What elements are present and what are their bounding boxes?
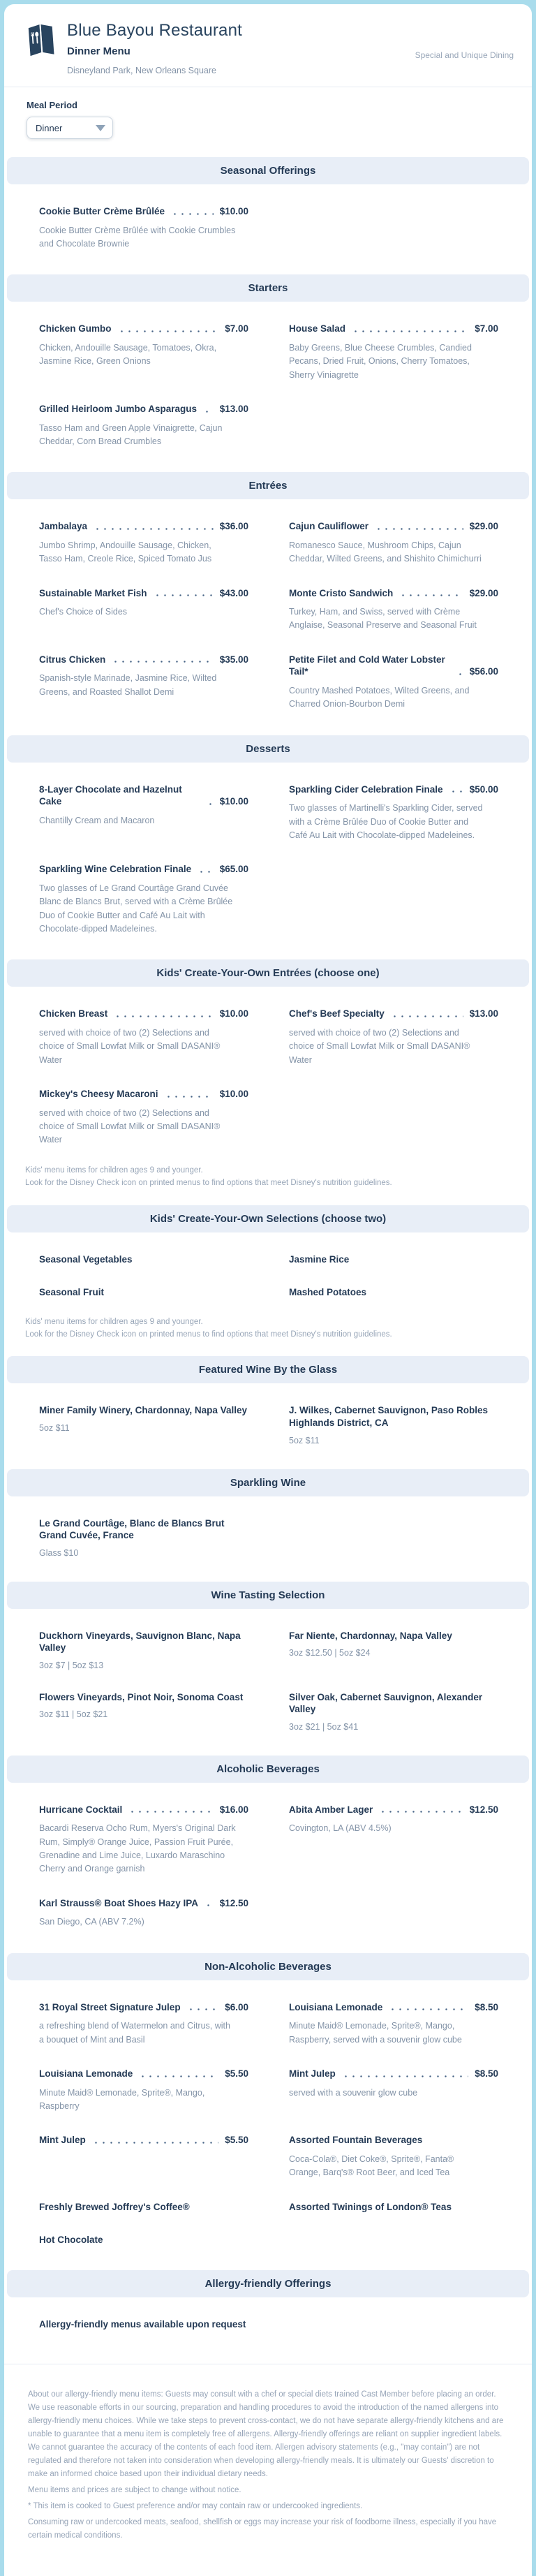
menu-item-line — [39, 1286, 248, 1299]
menu-item-line — [289, 587, 498, 600]
menu-item-price: $13.00 — [219, 403, 248, 414]
menu-item — [289, 1253, 498, 1266]
menu-item-name: Allergy-friendly menus available upon request — [39, 2318, 246, 2330]
menu-item-line — [289, 2134, 498, 2147]
menu-section — [4, 2270, 532, 2355]
menu-item — [39, 1804, 248, 1876]
menu-item-line — [289, 2068, 498, 2080]
menu-item-name: Chef's Beef Specialty — [289, 1008, 385, 1020]
section-items — [4, 1383, 532, 1460]
menu-item-line — [39, 2234, 248, 2246]
price-dots-leader — [128, 1811, 213, 1813]
footer-asterisk-note: * This item is cooked to Guest preference and/or may contain raw or undercooked ingredients. — [28, 2502, 363, 2511]
menu-item-name: Chicken Breast — [39, 1008, 108, 1020]
section-header: Sparkling Wine — [7, 1469, 529, 1496]
menu-item-name: Duckhorn Vineyards, Sauvignon Blanc, Napa Valley — [39, 1630, 241, 1654]
menu-item-line — [289, 2201, 498, 2214]
menu-item-description: Turkey, Ham, and Swiss, served with Crème Anglaise, Seasonal Preserve and Seasonal Fruit — [289, 607, 477, 631]
menu-item-price: $16.00 — [219, 1804, 248, 1815]
menu-item-description: Minute Maid® Lemonade, Sprite®, Mango, Raspberry, served with a souvenir glow cube — [289, 2021, 462, 2045]
menu-item-description: served with choice of two (2) Selections and choice of Small Lowfat Milk or Small DASANI® Water — [39, 1027, 221, 1065]
meal-period-selected-value: Dinner — [36, 122, 63, 133]
menu-item-name: Silver Oak, Cabernet Sauvignon, Alexander Valley — [289, 1691, 483, 1715]
menu-item-line — [39, 323, 248, 335]
menu-item — [39, 1253, 248, 1266]
price-dots-leader — [198, 871, 214, 873]
price-dots-leader — [399, 594, 463, 596]
footer-prices-note: Menu items and prices are subject to change without notice. — [28, 2486, 241, 2495]
menu-item-description: Two glasses of Martinelli's Sparkling Cider, served with a Crème Brûlée Duo of Cookie Butter and Café Au Lait with Chocolate-dipped Madeleines. — [289, 803, 483, 840]
menu-item — [289, 654, 498, 712]
caret-down-icon — [96, 125, 105, 131]
menu-item-line — [289, 1404, 498, 1429]
meal-period-dropdown[interactable] — [27, 117, 113, 139]
section-items — [4, 302, 532, 464]
section-header: Desserts — [7, 735, 529, 763]
menu-item — [289, 1630, 498, 1670]
menu-item — [39, 1517, 248, 1558]
menu-item — [39, 2001, 248, 2047]
menu-item-line — [39, 1088, 248, 1101]
meal-period-block — [4, 87, 532, 157]
menu-item-price: $29.00 — [469, 587, 498, 598]
menu-item-name: House Salad — [289, 323, 346, 334]
menu-item — [39, 1088, 248, 1147]
menu-item — [39, 783, 248, 843]
menu-item-price: $10.00 — [219, 796, 248, 807]
section-header: Non-Alcoholic Beverages — [7, 1953, 529, 1980]
menu-item-name: Hurricane Cocktail — [39, 1804, 123, 1815]
menu-item — [39, 587, 248, 633]
menu-item-description: Bacardi Reserva Ocho Rum, Myers's Original Dark Rum, Simply® Orange Juice, Passion Fruit Purée, Grenadine and Lime Juice, Luxardo Maraschino Cherry and Orange garnish — [39, 1823, 236, 1874]
menu-subtitle: Dinner Menu — [67, 45, 131, 57]
price-dots-leader — [342, 2075, 468, 2077]
menu-item — [289, 587, 498, 633]
menu-item-price: $5.50 — [225, 2135, 248, 2146]
kids-menu-note: Kids' menu items for children ages 9 and younger. Look for the Disney Check icon on printed menus to find options that meet Disney's nutrition guidelines. — [25, 1165, 392, 1188]
menu-item — [39, 2201, 248, 2214]
menu-item — [39, 2134, 248, 2179]
section-items — [4, 763, 532, 952]
menu-item-sizes: 3oz $21 | 5oz $41 — [289, 1721, 359, 1732]
menu-section — [4, 472, 532, 735]
menu-item-line — [39, 1897, 248, 1910]
header-text-block — [67, 21, 242, 75]
menu-item — [39, 1286, 248, 1299]
menu-section — [4, 959, 532, 1205]
price-dots-leader — [391, 1015, 463, 1017]
menu-item-line — [289, 1253, 498, 1266]
menu-item-name: Mint Julep — [289, 2068, 336, 2080]
menu-item-description: Minute Maid® Lemonade, Sprite®, Mango, Raspberry — [39, 2087, 205, 2111]
menu-item-name: Freshly Brewed Joffrey's Coffee® — [39, 2201, 190, 2212]
section-header: Entrées — [7, 472, 529, 499]
menu-item-price: $10.00 — [219, 1089, 248, 1100]
menu-item-sizes: 5oz $11 — [289, 1435, 320, 1445]
section-items — [4, 184, 532, 266]
menu-item-line — [39, 2201, 248, 2214]
menu-item-price: $10.00 — [219, 1008, 248, 1020]
section-items — [4, 987, 532, 1162]
menu-item-description: Two glasses of Le Grand Courtâge Grand Cuvée Blanc de Blancs Brut, served with a Crème Brûlée Duo of Cookie Butter and Café Au Lait with Chocolate-dipped Madeleines. — [39, 883, 233, 934]
price-dots-leader — [379, 1811, 463, 1813]
menu-item-line — [289, 520, 498, 533]
dining-type-label: Special and Unique Dining — [415, 50, 514, 60]
menu-item-price: $29.00 — [469, 521, 498, 532]
menu-item-price: $35.00 — [219, 654, 248, 665]
menu-item-description: a refreshing blend of Watermelon and Citrus, with a bouquet of Mint and Basil — [39, 2021, 230, 2045]
price-dots-leader — [94, 528, 214, 530]
menu-item-description: Spanish-style Marinade, Jasmine Rice, Wilted Greens, and Roasted Shallot Demi — [39, 673, 217, 697]
menu-item-name: Le Grand Courtâge, Blanc de Blancs Brut Grand Cuvée, France — [39, 1517, 225, 1541]
menu-item-price: $8.50 — [475, 2001, 498, 2012]
price-dots-leader — [92, 2142, 218, 2144]
menu-item-sizes: 3oz $7 | 5oz $13 — [39, 1660, 104, 1670]
menu-item-price: $12.50 — [219, 1897, 248, 1908]
menu-item — [289, 2001, 498, 2047]
price-dots-leader — [118, 330, 219, 332]
menu-item-name: Sustainable Market Fish — [39, 587, 147, 598]
menu-item-name: Seasonal Vegetables — [39, 1253, 133, 1265]
menu-item-line — [39, 654, 248, 666]
menu-item-name: Cajun Cauliflower — [289, 521, 369, 532]
menu-item-line — [289, 1804, 498, 1816]
menu-item-price: $12.50 — [469, 1804, 498, 1815]
menu-item-line — [39, 1253, 248, 1266]
menu-item-description: served with a souvenir glow cube — [289, 2087, 418, 2098]
menu-item-name: Cookie Butter Crème Brûlée — [39, 206, 165, 216]
price-dots-leader — [171, 213, 214, 215]
menu-item-name: 31 Royal Street Signature Julep — [39, 2001, 181, 2012]
menu-item-description: San Diego, CA (ABV 7.2%) — [39, 1917, 144, 1927]
price-dots-leader — [449, 790, 463, 793]
menu-item-price: $50.00 — [469, 783, 498, 795]
menu-item-price: $36.00 — [219, 521, 248, 532]
menu-item-description: Country Mashed Potatoes, Wilted Greens, and Charred Onion-Bourbon Demi — [289, 685, 470, 709]
menu-item — [39, 1404, 248, 1445]
menu-item — [289, 783, 498, 843]
price-dots-leader — [139, 2075, 218, 2077]
menu-item-name: 8-Layer Chocolate and Hazelnut Cake — [39, 783, 182, 807]
menu-item-price: $43.00 — [219, 587, 248, 598]
menu-item-sizes: Glass $10 — [39, 1547, 79, 1558]
section-header: Seasonal Offerings — [7, 157, 529, 184]
menu-item-line — [289, 1008, 498, 1020]
menu-item-price: $10.00 — [219, 206, 248, 216]
menu-item-name: Karl Strauss® Boat Shoes Hazy IPA — [39, 1897, 199, 1908]
section-header: Allergy-friendly Offerings — [7, 2270, 529, 2297]
menu-item — [289, 1008, 498, 1067]
section-items — [4, 1980, 532, 2262]
menu-book-fork-spoon-icon — [25, 22, 57, 61]
menu-section — [4, 1205, 532, 1357]
menu-item — [289, 2068, 498, 2113]
menu-item-price: $7.00 — [475, 323, 498, 334]
menu-item-name: Assorted Twinings of London® Teas — [289, 2201, 452, 2212]
menu-item-name: Far Niente, Chardonnay, Napa Valley — [289, 1630, 452, 1641]
menu-item-price: $5.50 — [225, 2068, 248, 2080]
menu-item — [289, 1804, 498, 1876]
menu-sections — [4, 157, 532, 2354]
menu-item-line — [39, 1404, 248, 1417]
price-dots-leader — [112, 661, 213, 663]
menu-item-name: Mashed Potatoes — [289, 1287, 367, 1298]
menu-item-name: Chicken Gumbo — [39, 323, 112, 334]
price-dots-leader — [203, 411, 214, 413]
menu-item-line — [289, 783, 498, 796]
menu-item-name: J. Wilkes, Cabernet Sauvignon, Paso Robles Highlands District, CA — [289, 1405, 488, 1428]
menu-section — [4, 1582, 532, 1756]
menu-item-name: Assorted Fountain Beverages — [289, 2135, 423, 2146]
menu-item-line — [289, 1630, 498, 1642]
menu-page-card — [4, 4, 532, 2576]
menu-item-description: Chantilly Cream and Macaron — [39, 815, 155, 825]
menu-item-name: Petite Filet and Cold Water Lobster Tail* — [289, 654, 445, 677]
price-dots-leader — [204, 1904, 214, 1906]
menu-item-price: $8.50 — [475, 2068, 498, 2080]
price-dots-leader — [154, 594, 214, 596]
price-dots-leader — [456, 673, 463, 675]
menu-item-name: Seasonal Fruit — [39, 1287, 105, 1298]
menu-item-name: Mickey's Cheesy Macaroni — [39, 1089, 158, 1100]
price-dots-leader — [352, 330, 468, 332]
menu-item-line — [39, 783, 248, 808]
menu-item-price: $56.00 — [469, 666, 498, 677]
menu-item-line — [39, 587, 248, 600]
menu-item-sizes: 5oz $11 — [39, 1422, 70, 1433]
menu-section — [4, 157, 532, 274]
section-header: Starters — [7, 274, 529, 302]
price-dots-leader — [187, 2008, 219, 2010]
menu-item — [39, 1897, 248, 1929]
meal-period-label: Meal Period — [27, 100, 77, 110]
menu-item-line — [289, 1286, 498, 1299]
menu-item — [39, 1691, 248, 1732]
menu-item-line — [39, 863, 248, 876]
menu-item-name: Sparkling Cider Celebration Finale — [289, 783, 443, 795]
menu-item — [39, 1008, 248, 1067]
price-dots-leader — [389, 2008, 468, 2010]
menu-item — [39, 654, 248, 712]
menu-item-description: Chicken, Andouille Sausage, Tomatoes, Okra, Jasmine Rice, Green Onions — [39, 342, 217, 367]
menu-item-sizes: 3oz $12.50 | 5oz $24 — [289, 1648, 371, 1658]
menu-item — [289, 2201, 498, 2214]
menu-section — [4, 1756, 532, 1953]
menu-item — [39, 520, 248, 566]
menu-section — [4, 735, 532, 960]
menu-item-line — [39, 520, 248, 533]
menu-item-price: $7.00 — [225, 323, 248, 334]
menu-item-name: Hot Chocolate — [39, 2235, 103, 2246]
section-header: Featured Wine By the Glass — [7, 1356, 529, 1383]
menu-item-description: Baby Greens, Blue Cheese Crumbles, Candied Pecans, Dried Fruit, Onions, Cherry Tomatoes, Sherry Viniagrette — [289, 342, 472, 380]
section-header: Wine Tasting Selection — [7, 1582, 529, 1609]
menu-item — [289, 1286, 498, 1299]
menu-item-name: Mint Julep — [39, 2135, 86, 2146]
menu-item-description: Jumbo Shrimp, Andouille Sausage, Chicken, Tasso Ham, Creole Rice, Spiced Tomato Jus — [39, 540, 212, 564]
menu-item-sizes: 3oz $11 | 5oz $21 — [39, 1709, 108, 1720]
menu-item-name: Sparkling Wine Celebration Finale — [39, 864, 192, 875]
menu-item-name: Abita Amber Lager — [289, 1804, 373, 1815]
menu-item-description: served with choice of two (2) Selections and choice of Small Lowfat Milk or Small DASANI® Water — [39, 1107, 221, 1145]
menu-item-name: Miner Family Winery, Chardonnay, Napa Valley — [39, 1405, 247, 1416]
section-header: Alcoholic Beverages — [7, 1756, 529, 1783]
section-items — [4, 2297, 532, 2346]
menu-item-line — [289, 2001, 498, 2014]
menu-item-line — [39, 2001, 248, 2014]
menu-item-name: Louisiana Lemonade — [39, 2068, 133, 2080]
menu-item-description: Coca-Cola®, Diet Coke®, Sprite®, Fanta® Orange, Barq's® Root Beer, and Iced Tea — [289, 2154, 454, 2178]
section-items — [4, 1496, 532, 1573]
section-items — [4, 1783, 532, 1945]
kids-menu-note: Kids' menu items for children ages 9 and younger. Look for the Disney Check icon on printed menus to find options that meet Disney's nutrition guidelines. — [25, 1317, 392, 1339]
section-items — [4, 1609, 532, 1747]
menu-item-line — [39, 1630, 248, 1654]
price-dots-leader — [165, 1096, 214, 1098]
price-dots-leader — [207, 803, 214, 805]
menu-item — [39, 1630, 248, 1670]
menu-item-line — [39, 403, 248, 415]
price-dots-leader — [114, 1015, 213, 1017]
menu-item-name: Jambalaya — [39, 521, 88, 532]
menu-item-description: Tasso Ham and Green Apple Vinaigrette, Cajun Cheddar, Corn Bread Crumbles — [39, 422, 223, 446]
menu-item-line — [39, 1804, 248, 1816]
menu-item-line — [39, 2068, 248, 2080]
menu-item-line — [39, 2134, 248, 2147]
menu-section — [4, 274, 532, 472]
menu-item-line — [39, 1691, 248, 1704]
section-header: Kids' Create-Your-Own Entrées (choose one) — [7, 959, 529, 987]
menu-item — [289, 2134, 498, 2179]
price-dots-leader — [375, 528, 463, 530]
menu-item-line — [39, 1517, 248, 1542]
section-items — [4, 499, 532, 726]
menu-item-name: Louisiana Lemonade — [289, 2001, 383, 2012]
menu-item — [289, 1404, 498, 1445]
menu-item-description: Cookie Butter Crème Brûlée with Cookie Crumbles and Chocolate Brownie — [39, 225, 236, 249]
menu-item — [39, 863, 248, 936]
footer-legal — [4, 2364, 532, 2576]
menu-item-line — [289, 323, 498, 335]
menu-item-line — [289, 1691, 498, 1716]
menu-section — [4, 1356, 532, 1469]
menu-item — [289, 1691, 498, 1732]
menu-item-line — [289, 654, 498, 678]
menu-item — [289, 323, 498, 382]
menu-item-name: Grilled Heirloom Jumbo Asparagus — [39, 403, 198, 414]
menu-item-description: served with choice of two (2) Selections and choice of Small Lowfat Milk or Small DASANI® Water — [289, 1027, 470, 1065]
menu-item-price: $65.00 — [219, 864, 248, 875]
menu-item — [39, 205, 248, 251]
menu-item-name: Jasmine Rice — [289, 1253, 350, 1265]
menu-item-line — [39, 1008, 248, 1020]
menu-item — [39, 403, 248, 448]
restaurant-title: Blue Bayou Restaurant — [67, 21, 243, 40]
menu-section — [4, 1469, 532, 1582]
menu-item-name: Flowers Vineyards, Pinot Noir, Sonoma Coast — [39, 1691, 244, 1702]
footer-allergy-paragraph: About our allergy-friendly menu items: Guests may consult with a chef or special diets trained Cast Member before placing an order. We use reasonable efforts in our sourcing, preparation and handling procedures to avoid the introduction of the named allergens into allergy-friendly menu choices. While we take steps to prevent cross-contact, we do not have separate allergy-friendly kitchens and are unable to guarantee that a menu item is completely free of allergens. Allergy-friendly offerings are reliant on supplier ingredient labels. We cannot guarantee the accuracy of the contents of each food item. Allergen advisory statements (e.g., "may contain") are not regulated and therefore not taken into consideration when developing allergy-friendly meals. It is ultimately our Guests' discretion to make an informed choice based upon their individual dietary needs. — [28, 2390, 504, 2479]
section-items — [4, 1232, 532, 1314]
menu-section — [4, 1953, 532, 2270]
menu-item-description: Chef's Choice of Sides — [39, 607, 128, 617]
menu-item — [289, 520, 498, 566]
menu-item-price: $6.00 — [225, 2001, 248, 2012]
menu-item — [39, 2068, 248, 2113]
menu-item-name: Monte Cristo Sandwich — [289, 587, 394, 598]
menu-item-name: Citrus Chicken — [39, 654, 106, 665]
menu-item-line — [39, 2318, 248, 2331]
menu-item-line — [39, 205, 248, 218]
section-header: Kids' Create-Your-Own Selections (choose two) — [7, 1205, 529, 1232]
menu-item — [39, 323, 248, 382]
menu-item-description: Covington, LA (ABV 4.5%) — [289, 1823, 392, 1834]
menu-item — [39, 2234, 248, 2246]
footer-raw-food-warning: Consuming raw or undercooked meats, seafood, shellfish or eggs may increase your risk of foodborne illness, especially if you have certain medical conditions. — [28, 2518, 497, 2540]
restaurant-location: Disneyland Park, New Orleans Square — [67, 66, 216, 75]
menu-item-price: $13.00 — [469, 1008, 498, 1020]
menu-item-description: Romanesco Sauce, Mushroom Chips, Cajun Cheddar, Wilted Greens, and Shishito Chimichurri — [289, 540, 482, 564]
restaurant-header — [4, 4, 532, 87]
menu-item — [39, 2318, 248, 2331]
